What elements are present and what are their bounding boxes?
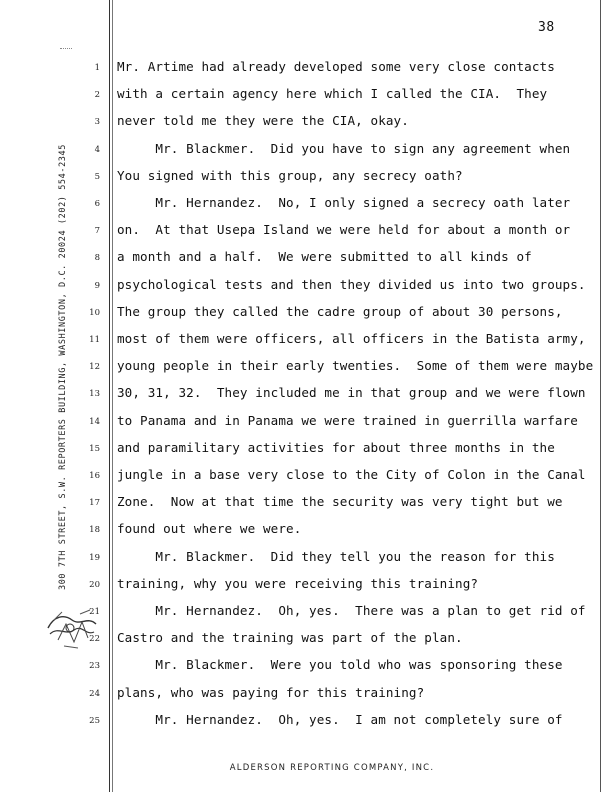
line-text: Mr. Blackmer. Did you have to sign any agreement when bbox=[117, 140, 571, 156]
footer-company: ALDERSON REPORTING COMPANY, INC. bbox=[229, 763, 435, 773]
line-number: 11 bbox=[89, 335, 100, 345]
transcript-line bbox=[0, 712, 600, 732]
line-text: a month and a half. We were submitted to all kinds of bbox=[117, 249, 532, 265]
line-text: and paramilitary activities for about three months in the bbox=[117, 439, 555, 455]
transcript-line bbox=[0, 113, 600, 133]
line-number: 13 bbox=[89, 389, 100, 400]
line-text: plans, who was paying for this training? bbox=[117, 684, 425, 700]
line-text: never told me they were the CIA, okay. bbox=[117, 113, 409, 129]
line-text: Mr. Hernandez. Oh, yes. There was a plan to get rid of bbox=[117, 603, 586, 618]
transcript-line bbox=[0, 277, 600, 297]
line-number: 2 bbox=[94, 90, 100, 101]
line-text: training, why you were receiving this training? bbox=[117, 575, 479, 591]
line-number: 21 bbox=[89, 607, 100, 617]
line-text: found out where we were. bbox=[117, 521, 302, 537]
line-text: Mr. Artime had already developed some very close contacts bbox=[117, 59, 555, 74]
transcript-line bbox=[0, 222, 600, 242]
line-number: 24 bbox=[89, 688, 100, 699]
line-number: 17 bbox=[89, 498, 100, 509]
line-number: 6 bbox=[94, 199, 100, 209]
transcript-line bbox=[0, 467, 600, 487]
line-text: The group they called the cadre group of about 30 persons, bbox=[117, 303, 563, 319]
line-number: 18 bbox=[89, 525, 100, 536]
line-number: 9 bbox=[94, 280, 100, 291]
line-text: jungle in a base very close to the City of Colon in the Canal bbox=[117, 467, 586, 482]
line-text: 30, 31, 32. They included me in that group and we were flown bbox=[117, 385, 586, 401]
transcript-line bbox=[0, 304, 600, 324]
line-text: Mr. Blackmer. Were you told who was sponsoring these bbox=[117, 657, 563, 673]
line-text: psychological tests and then they divided us into two groups. bbox=[117, 276, 586, 292]
transcript-line bbox=[0, 331, 600, 351]
line-number: 16 bbox=[89, 471, 100, 481]
transcript-line bbox=[0, 603, 600, 623]
line-text: Mr. Hernandez. No, I only signed a secrecy oath later bbox=[117, 195, 571, 210]
transcript-line bbox=[0, 59, 600, 79]
transcript-line bbox=[0, 630, 600, 650]
transcript-line bbox=[0, 168, 600, 188]
line-number: 7 bbox=[94, 226, 100, 237]
line-text: Mr. Blackmer. Did they tell you the reason for this bbox=[117, 548, 555, 564]
transcript-line bbox=[0, 657, 600, 677]
margin-mark bbox=[60, 48, 72, 51]
line-number: 20 bbox=[89, 579, 100, 590]
line-number: 23 bbox=[89, 661, 100, 672]
line-number: 25 bbox=[89, 715, 100, 726]
line-number: 15 bbox=[89, 443, 100, 454]
line-text: young people in their early twenties. Some of them were maybe bbox=[117, 358, 594, 374]
line-number: 8 bbox=[94, 253, 100, 264]
line-number: 5 bbox=[94, 171, 100, 182]
transcript-line bbox=[0, 494, 600, 514]
page-number: 38 bbox=[538, 20, 555, 35]
reporter-address-vertical: 300 7TH STREET, S.W. REPORTERS BUILDING, WASHINGTON, D.C. 20024 (202) 554-2345 bbox=[58, 144, 68, 590]
line-text: with a certain agency here which I called the CIA. They bbox=[117, 86, 548, 102]
line-number: 12 bbox=[89, 362, 100, 373]
transcript-line bbox=[0, 141, 600, 161]
line-number: 3 bbox=[94, 117, 100, 128]
transcript-line bbox=[0, 521, 600, 541]
line-number: 14 bbox=[89, 416, 100, 427]
transcript-line bbox=[0, 413, 600, 433]
transcript-line bbox=[0, 385, 600, 405]
transcript-line bbox=[0, 549, 600, 569]
line-number: 4 bbox=[94, 144, 100, 155]
line-number: 22 bbox=[89, 634, 100, 645]
line-text: on. At that Usepa Island we were held for about a month or bbox=[117, 222, 571, 238]
line-text: to Panama and in Panama we were trained in guerrilla warfare bbox=[117, 412, 578, 428]
transcript-line bbox=[0, 685, 600, 705]
transcript-line bbox=[0, 249, 600, 269]
line-text: Zone. Now at that time the security was very tight but we bbox=[117, 494, 563, 510]
line-text: Castro and the training was part of the plan. bbox=[117, 630, 463, 646]
line-number: 19 bbox=[89, 552, 100, 563]
transcript-line bbox=[0, 86, 600, 106]
line-text: Mr. Hernandez. Oh, yes. I am not completely sure of bbox=[117, 711, 563, 727]
line-text: most of them were officers, all officers in the Batista army, bbox=[117, 331, 586, 346]
transcript-line bbox=[0, 195, 600, 215]
transcript-line bbox=[0, 440, 600, 460]
line-text: You signed with this group, any secrecy oath? bbox=[117, 167, 463, 183]
right-margin-rule bbox=[600, 0, 601, 792]
line-number: 1 bbox=[94, 63, 100, 73]
transcript-line bbox=[0, 358, 600, 378]
transcript-line bbox=[0, 576, 600, 596]
line-number: 10 bbox=[89, 307, 100, 318]
